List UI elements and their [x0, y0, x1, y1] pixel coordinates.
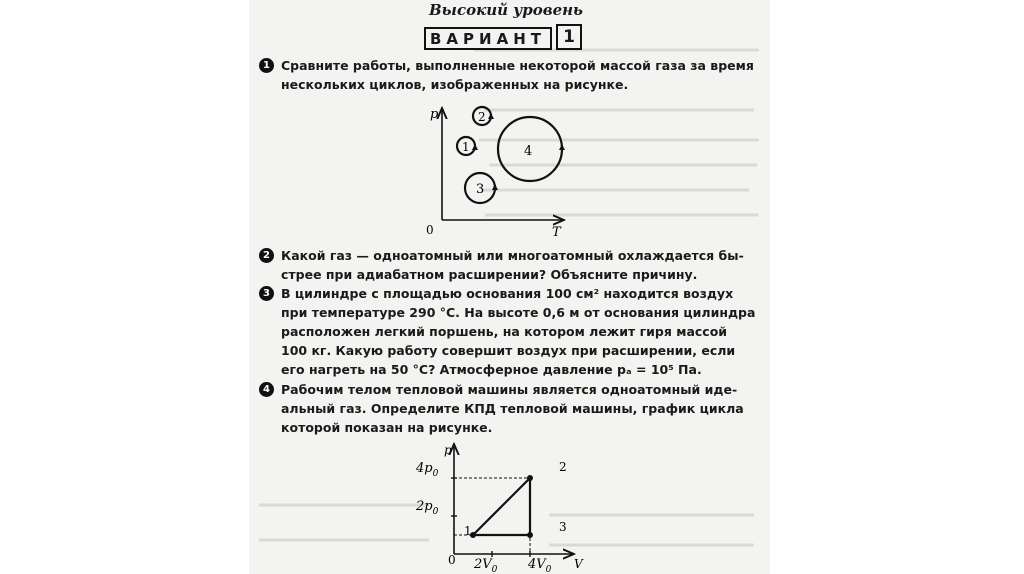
textbook-page: [249, 0, 770, 574]
task-3: [259, 284, 759, 379]
cycle-point-3: [527, 532, 533, 538]
axis-label-p: p: [430, 107, 439, 122]
task-line: нескольких циклов, изображенных на рисунке.: [281, 77, 629, 92]
point-label-3: 3: [559, 520, 567, 534]
axis-label-p: p: [444, 443, 452, 457]
x-tick-4v0: $4V_0$: [528, 557, 552, 574]
variant-label: ВАРИАНТ: [424, 27, 552, 50]
cycle-label-4: 4: [524, 144, 533, 159]
task-1: [259, 56, 759, 94]
cycle-label-3: 3: [476, 182, 485, 197]
task-2: [259, 246, 759, 284]
x-tick-2v0: $2V_0$: [474, 557, 498, 574]
task-line: Сравните работы, выполненные некоторой массой газа за время: [281, 58, 754, 73]
task-number-badge: 2: [259, 248, 274, 263]
y-tick-2p0: $2p_0$: [416, 499, 439, 517]
task-line: при температуре 290 °С. На высоте 0,6 м от основания цилиндра: [281, 305, 756, 320]
task-line: которой показан на рисунке.: [281, 420, 493, 435]
origin-label: 0: [426, 223, 434, 237]
task-line: его нагреть на 50 °С? Атмосферное давление pₐ = 10⁵ Па.: [281, 362, 702, 377]
task-line: В цилиндре с площадью основания 100 см² находится воздух: [281, 286, 734, 301]
figure-2-pv-cycle: [414, 440, 589, 574]
task-line: расположен легкий поршень, на котором лежит гиря массой: [281, 324, 728, 339]
task-line: Рабочим телом тепловой машины является одноатомный иде-: [281, 382, 738, 397]
point-label-2: 2: [559, 460, 567, 474]
cycle-label-2: 2: [478, 110, 486, 124]
task-4: [259, 380, 759, 437]
axis-label-v: V: [574, 557, 583, 571]
y-tick-4p0: $4p_0$: [416, 461, 439, 479]
figure-1-pt-cycles: [424, 100, 574, 240]
page-title: Высокий уровень: [429, 1, 583, 19]
cycle-label-1: 1: [462, 140, 470, 154]
task-line: стрее при адиабатном расширении? Объясните причину.: [281, 267, 698, 282]
cycle-point-2: [527, 475, 533, 481]
point-label-1: 1: [464, 524, 472, 538]
task-number-badge: 1: [259, 58, 274, 73]
task-line: Какой газ — одноатомный или многоатомный охлаждается бы-: [281, 248, 744, 263]
task-number-badge: 3: [259, 286, 274, 301]
variant-number: 1: [556, 24, 582, 50]
origin-label: 0: [448, 553, 456, 567]
axis-label-t: T: [552, 225, 561, 240]
task-number-badge: 4: [259, 382, 274, 397]
cycle-segment-1-2: [473, 478, 530, 535]
task-line: 100 кг. Какую работу совершит воздух при расширении, если: [281, 343, 736, 358]
task-line: альный газ. Определите КПД тепловой машины, график цикла: [281, 401, 744, 416]
